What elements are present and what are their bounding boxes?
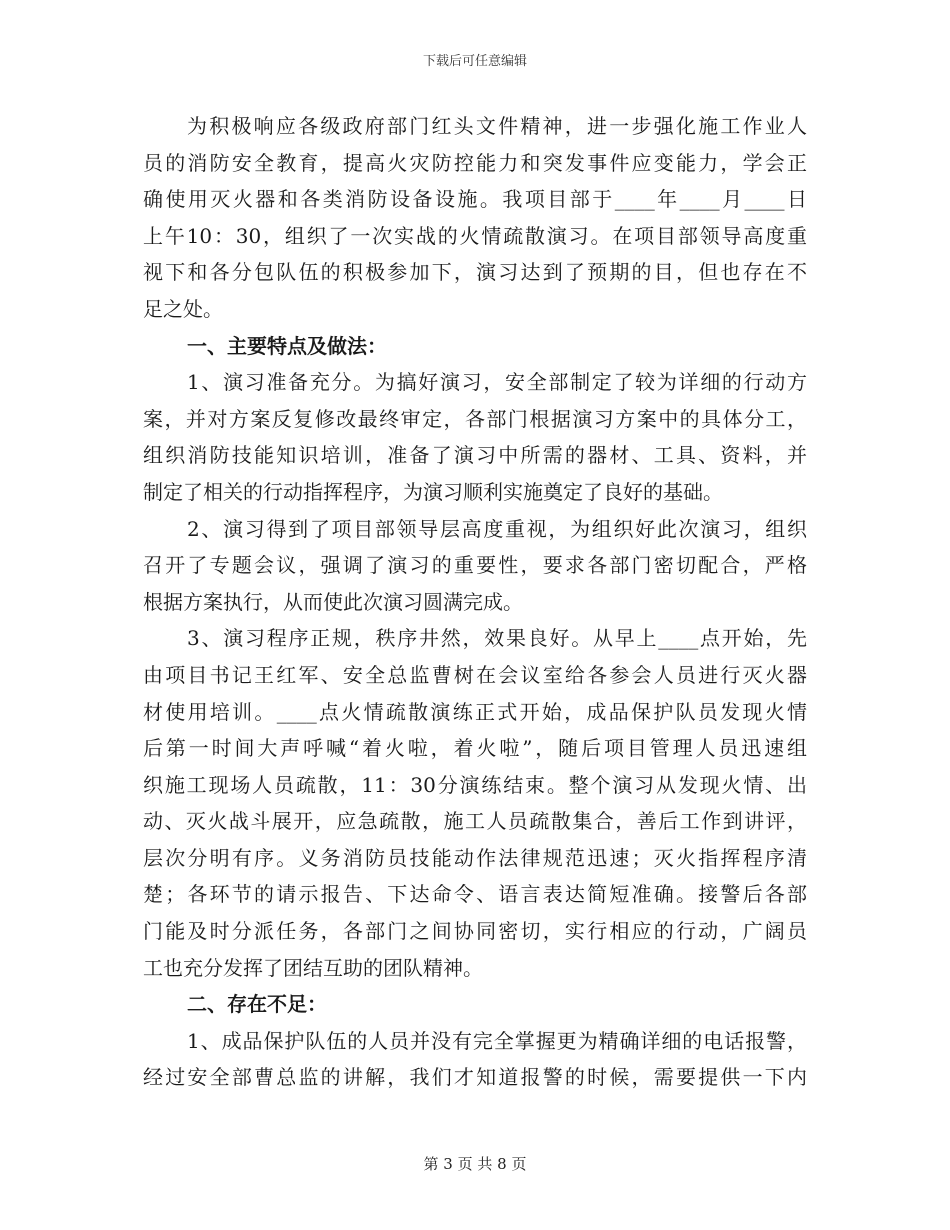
body-text-line: 门能及时分派任务，各部门之间协同密切，实行相应的行动，广阔员 [143, 919, 807, 944]
body-text-line: 组织消防技能知识培训，准备了演习中所需的器材、工具、资料，并 [143, 443, 807, 468]
body-text-line: 楚；各环节的请示报告、下达命令、语言表达简短准确。接警后各部 [143, 882, 807, 907]
page-header: 下载后可任意编辑 [422, 54, 527, 69]
body-text-line: 视下和各分包队伍的积极参加下，演习达到了预期的目，但也存在不 [143, 260, 807, 285]
body-text-line: 员的消防安全教育，提高火灾防控能力和突发事件应变能力，学会正 [143, 150, 807, 175]
body-text-line: 制定了相关的行动指挥程序，为演习顺利实施奠定了良好的基础。 [143, 479, 723, 504]
body-text-line: 召开了专题会议，强调了演习的重要性，要求各部门密切配合，严格 [143, 553, 807, 578]
body-text-line: 为积极响应各级政府部门红头文件精神，进一步强化施工作业人 [187, 114, 807, 138]
document-body [143, 108, 807, 1096]
body-text-line: 3、演习程序正规，秩序井然，效果良好。从早上____点开始，先 [187, 626, 807, 651]
body-text-line: 后第一时间大声呼喊“着火啦，着火啦”，随后项目管理人员迅速组 [143, 736, 807, 761]
body-text-line: 动、灭火战斗展开，应急疏散，施工人员疏散集合，善后工作到讲评， [143, 809, 807, 834]
body-text-line: 工也充分发挥了团结互助的团队精神。 [143, 955, 483, 980]
section-heading: 二、存在不足： [187, 992, 327, 1017]
body-text-line: 由项目书记王红军、安全总监曹树在会议室给各参会人员进行灭火器 [143, 662, 807, 687]
body-text-line: 根据方案执行，从而使此次演习圆满完成。 [143, 589, 523, 614]
body-text-line: 1、演习准备充分。为搞好演习，安全部制定了较为详细的行动方 [187, 370, 807, 395]
body-text-line: 上午10：30，组织了一次实战的火情疏散演习。在项目部领导高度重 [143, 223, 807, 248]
section-heading: 一、主要特点及做法： [187, 333, 387, 358]
body-text-line: 材使用培训。____点火情疏散演练正式开始，成品保护队员发现火情 [143, 699, 807, 724]
body-text-line: 确使用灭火器和各类消防设备设施。我项目部于____年____月____日 [143, 187, 807, 212]
body-text-line: 经过安全部曹总监的讲解，我们才知道报警的时候，需要提供一下内 [143, 1065, 807, 1090]
page-footer: 第 3 页 共 8 页 [423, 1155, 527, 1173]
body-text-line: 层次分明有序。义务消防员技能动作法律规范迅速；灭火指挥程序清 [143, 845, 807, 870]
body-text-line: 织施工现场人员疏散，11：30分演练结束。整个演习从发现火情、出 [143, 772, 807, 797]
body-text-line: 足之处。 [143, 296, 223, 321]
body-text-line: 案，并对方案反复修改最终审定，各部门根据演习方案中的具体分工， [143, 406, 807, 431]
body-text-line: 1、成品保护队伍的人员并没有完全掌握更为精确详细的电话报警， [187, 1028, 807, 1053]
body-text-line: 2、演习得到了项目部领导层高度重视，为组织好此次演习，组织 [187, 516, 807, 541]
